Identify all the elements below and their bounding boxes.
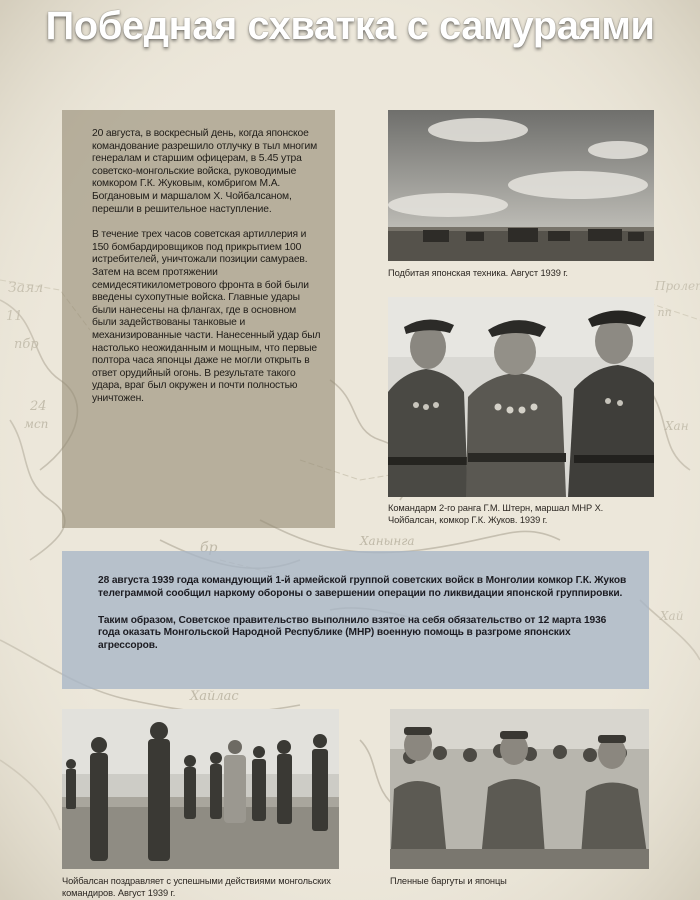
- summary-paragraph-1: 28 августа 1939 года командующий 1-й армейской группой советских войск в Монголии комкор Г.К. Жуков телеграммой сообщил наркому обороны о завершении операции по ликвидации японской группировки.: [98, 575, 627, 599]
- operation-summary-panel: [62, 551, 649, 689]
- battle-paragraph-1: 20 августа, в воскресный день, когда японское командование разрешило отлучку в тыл многим генералам и старшим офицерам, в 5.45 утра советско-монгольские войска, руководимые комкором Г.К. Жуковым, комбригом М.А. Богдановым и маршалом Х. Чойбалсаном, перешли в решительное наступление.: [92, 128, 318, 215]
- battle-paragraph-2: В течение трех часов советская артиллерия и 150 бомбардировщиков под прикрытием 100 истребителей, уничтожали позиции самураев. Затем на всем протяжении семидесятикилометрового фронта в бой были введены сухопутные войска. Главные удары были нанесены на флангах, где в основном были задействованы танковые и механизированные части. Нанесенный удар был настолько неожиданным и мощным, что первые полтора часа японцы даже не могли открыть в ответ орудийный огонь. В результате такого удара, враг был окружен и почти полностью уничтожен.: [92, 229, 321, 404]
- battle-description-panel: [62, 110, 335, 528]
- page-title: Победная схватка с самураями: [45, 4, 655, 48]
- photo-three-commanders: [388, 297, 654, 497]
- caption-choibalsan-congratulates: Чойбалсан поздравляет с успешными действиями монгольских командиров. Август 1939 г.: [62, 876, 331, 898]
- photo-choibalsan-congratulates: [62, 709, 339, 869]
- caption-destroyed-equipment: Подбитая японская техника. Август 1939 г.: [388, 268, 568, 278]
- photo-prisoners: [390, 709, 649, 869]
- photo-destroyed-equipment: [388, 110, 654, 261]
- caption-three-commanders: Командарм 2-го ранга Г.М. Штерн, маршал МНР Х. Чойбалсан, комкор Г.К. Жуков. 1939 г.: [388, 503, 604, 525]
- caption-prisoners: Пленные баргуты и японцы: [390, 876, 507, 886]
- summary-paragraph-2: Таким образом, Советское правительство выполнило взятое на себя обязательство от 12 марта 1936 года оказать Монгольской Народной Республике (МНР) военную помощь в разгроме японских агрессоров.: [98, 614, 607, 652]
